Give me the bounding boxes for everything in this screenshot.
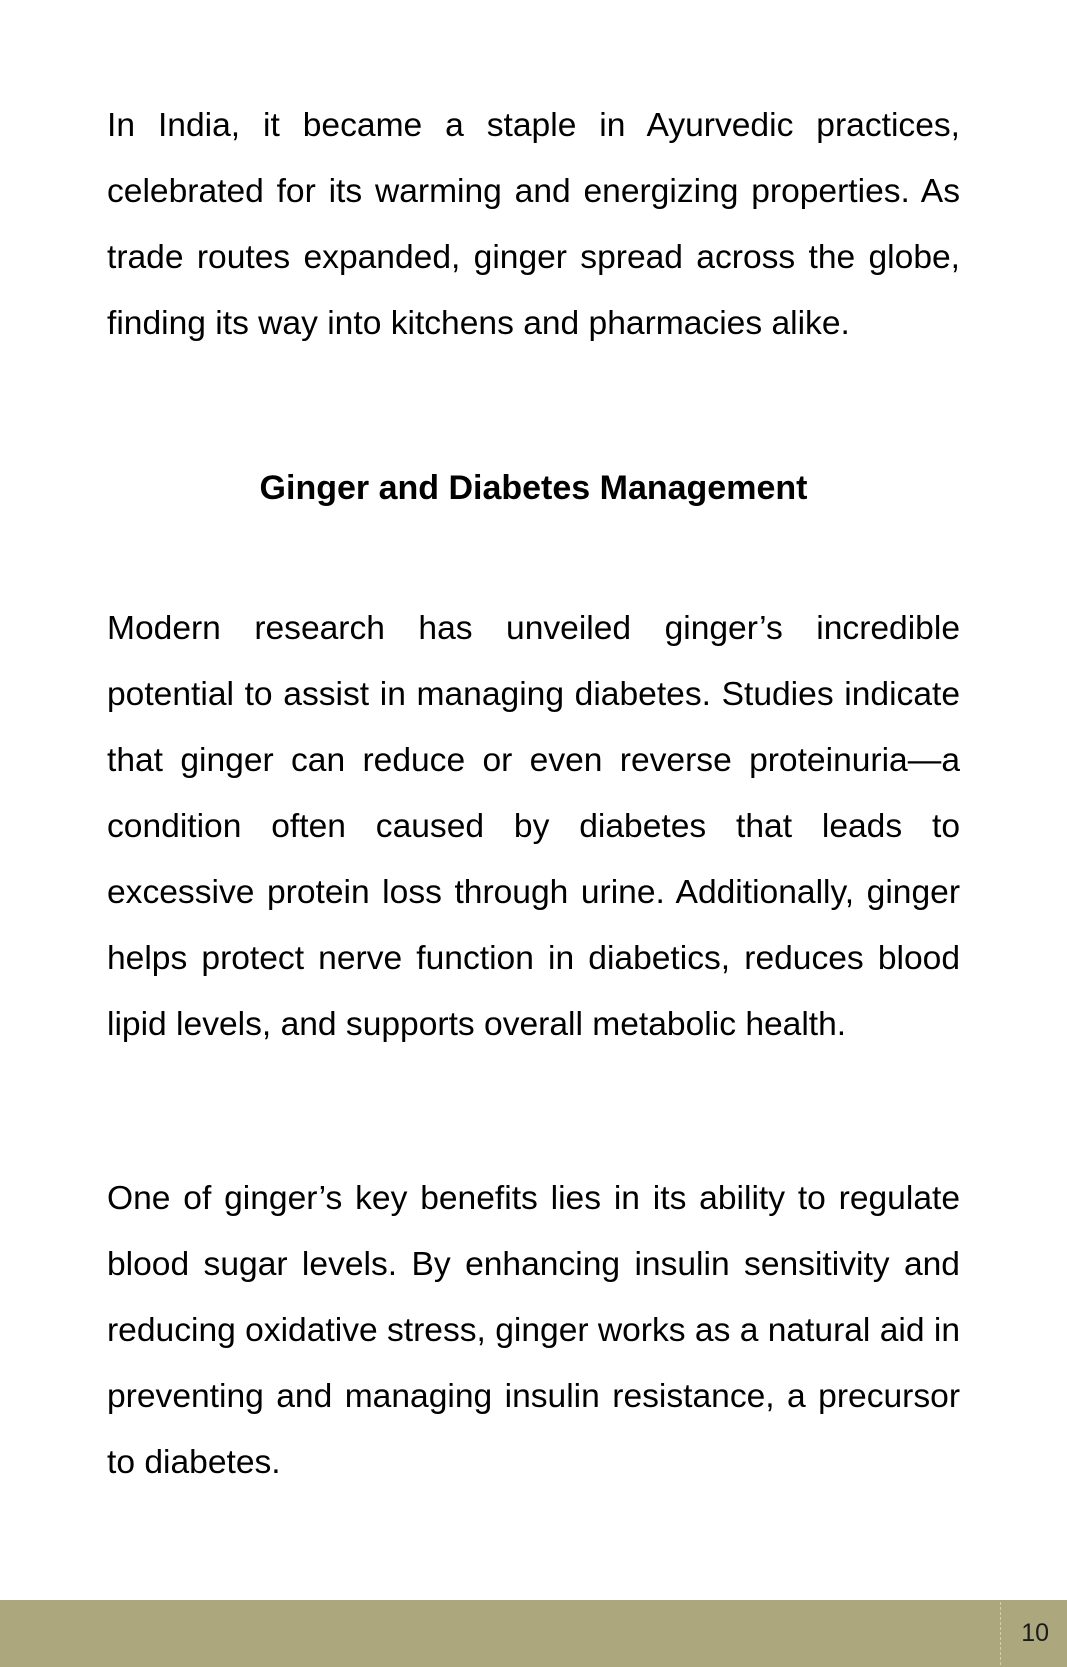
footer-divider-line: [1000, 1602, 1001, 1665]
paragraph-history: [107, 93, 960, 357]
text-line: excessive protein loss through urine. Additionally, ginger: [107, 874, 960, 911]
text-line: One of ginger’s key benefits lies in its ability to regulate: [107, 1180, 960, 1217]
text-line: reducing oxidative stress, ginger works as a natural aid in: [107, 1312, 960, 1349]
text-line: potential to assist in managing diabetes. Studies indicate: [107, 676, 960, 713]
text-line: that ginger can reduce or even reverse proteinuria—a: [107, 742, 960, 779]
text-line: celebrated for its warming and energizing properties. As: [107, 173, 960, 210]
text-line: preventing and managing insulin resistance, a precursor: [107, 1378, 960, 1415]
text-line: helps protect nerve function in diabetics, reduces blood: [107, 940, 960, 977]
text-line: trade routes expanded, ginger spread across the globe,: [107, 239, 960, 276]
page-content: [107, 93, 960, 1496]
page-number: 10: [1021, 1619, 1049, 1647]
section-heading: Ginger and Diabetes Management: [259, 469, 808, 507]
text-line: lipid levels, and supports overall metabolic health.: [107, 1006, 847, 1043]
paragraph-blood-sugar: [107, 1166, 960, 1496]
text-line: Modern research has unveiled ginger’s incredible: [107, 610, 960, 647]
paragraph-research: [107, 596, 960, 1058]
text-line: In India, it became a staple in Ayurvedic practices,: [107, 107, 960, 144]
text-line: finding its way into kitchens and pharmacies alike.: [107, 305, 850, 342]
text-line: condition often caused by diabetes that leads to: [107, 808, 960, 845]
text-line: to diabetes.: [107, 1444, 281, 1481]
footer-bar: [0, 1600, 1067, 1667]
text-line: blood sugar levels. By enhancing insulin sensitivity and: [107, 1246, 960, 1283]
